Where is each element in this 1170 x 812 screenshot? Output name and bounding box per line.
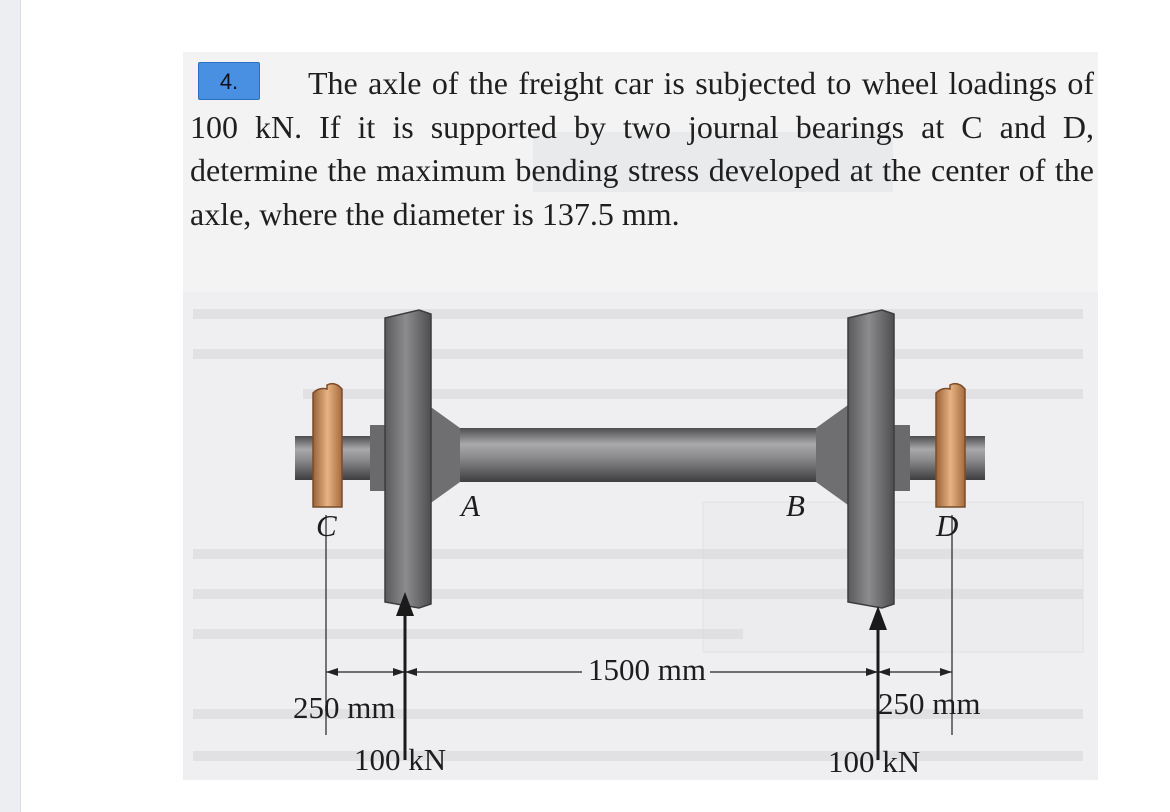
wheel-a <box>385 310 431 608</box>
load-right-label: 100 kN <box>828 744 921 779</box>
bearing-d <box>936 384 965 507</box>
bearing-c <box>313 384 342 507</box>
dimension-right-overhang: 250 mm <box>878 686 981 721</box>
label-c: C <box>316 508 337 543</box>
load-arrow-left <box>396 592 414 760</box>
right-fillet <box>816 405 848 505</box>
axle-shaft <box>440 428 835 482</box>
left-fillet <box>428 405 460 505</box>
dimension-center-span: 1500 mm <box>588 652 706 687</box>
label-b: B <box>786 488 805 523</box>
wheel-b <box>848 310 894 608</box>
load-left-label: 100 kN <box>354 742 447 777</box>
label-d: D <box>936 508 959 543</box>
load-arrow-right <box>869 606 887 760</box>
label-a: A <box>461 488 480 523</box>
dimension-left-overhang: 250 mm <box>293 690 396 725</box>
problem-number-badge: 4. <box>198 62 260 100</box>
problem-text: The axle of the freight car is subjected to wheel loadings of 100 kN. If it is supported by two journal bearings at C and D, determine the maximum bending stress developed at the center of the axle, where the diameter is 137.5 mm. <box>190 65 1094 232</box>
